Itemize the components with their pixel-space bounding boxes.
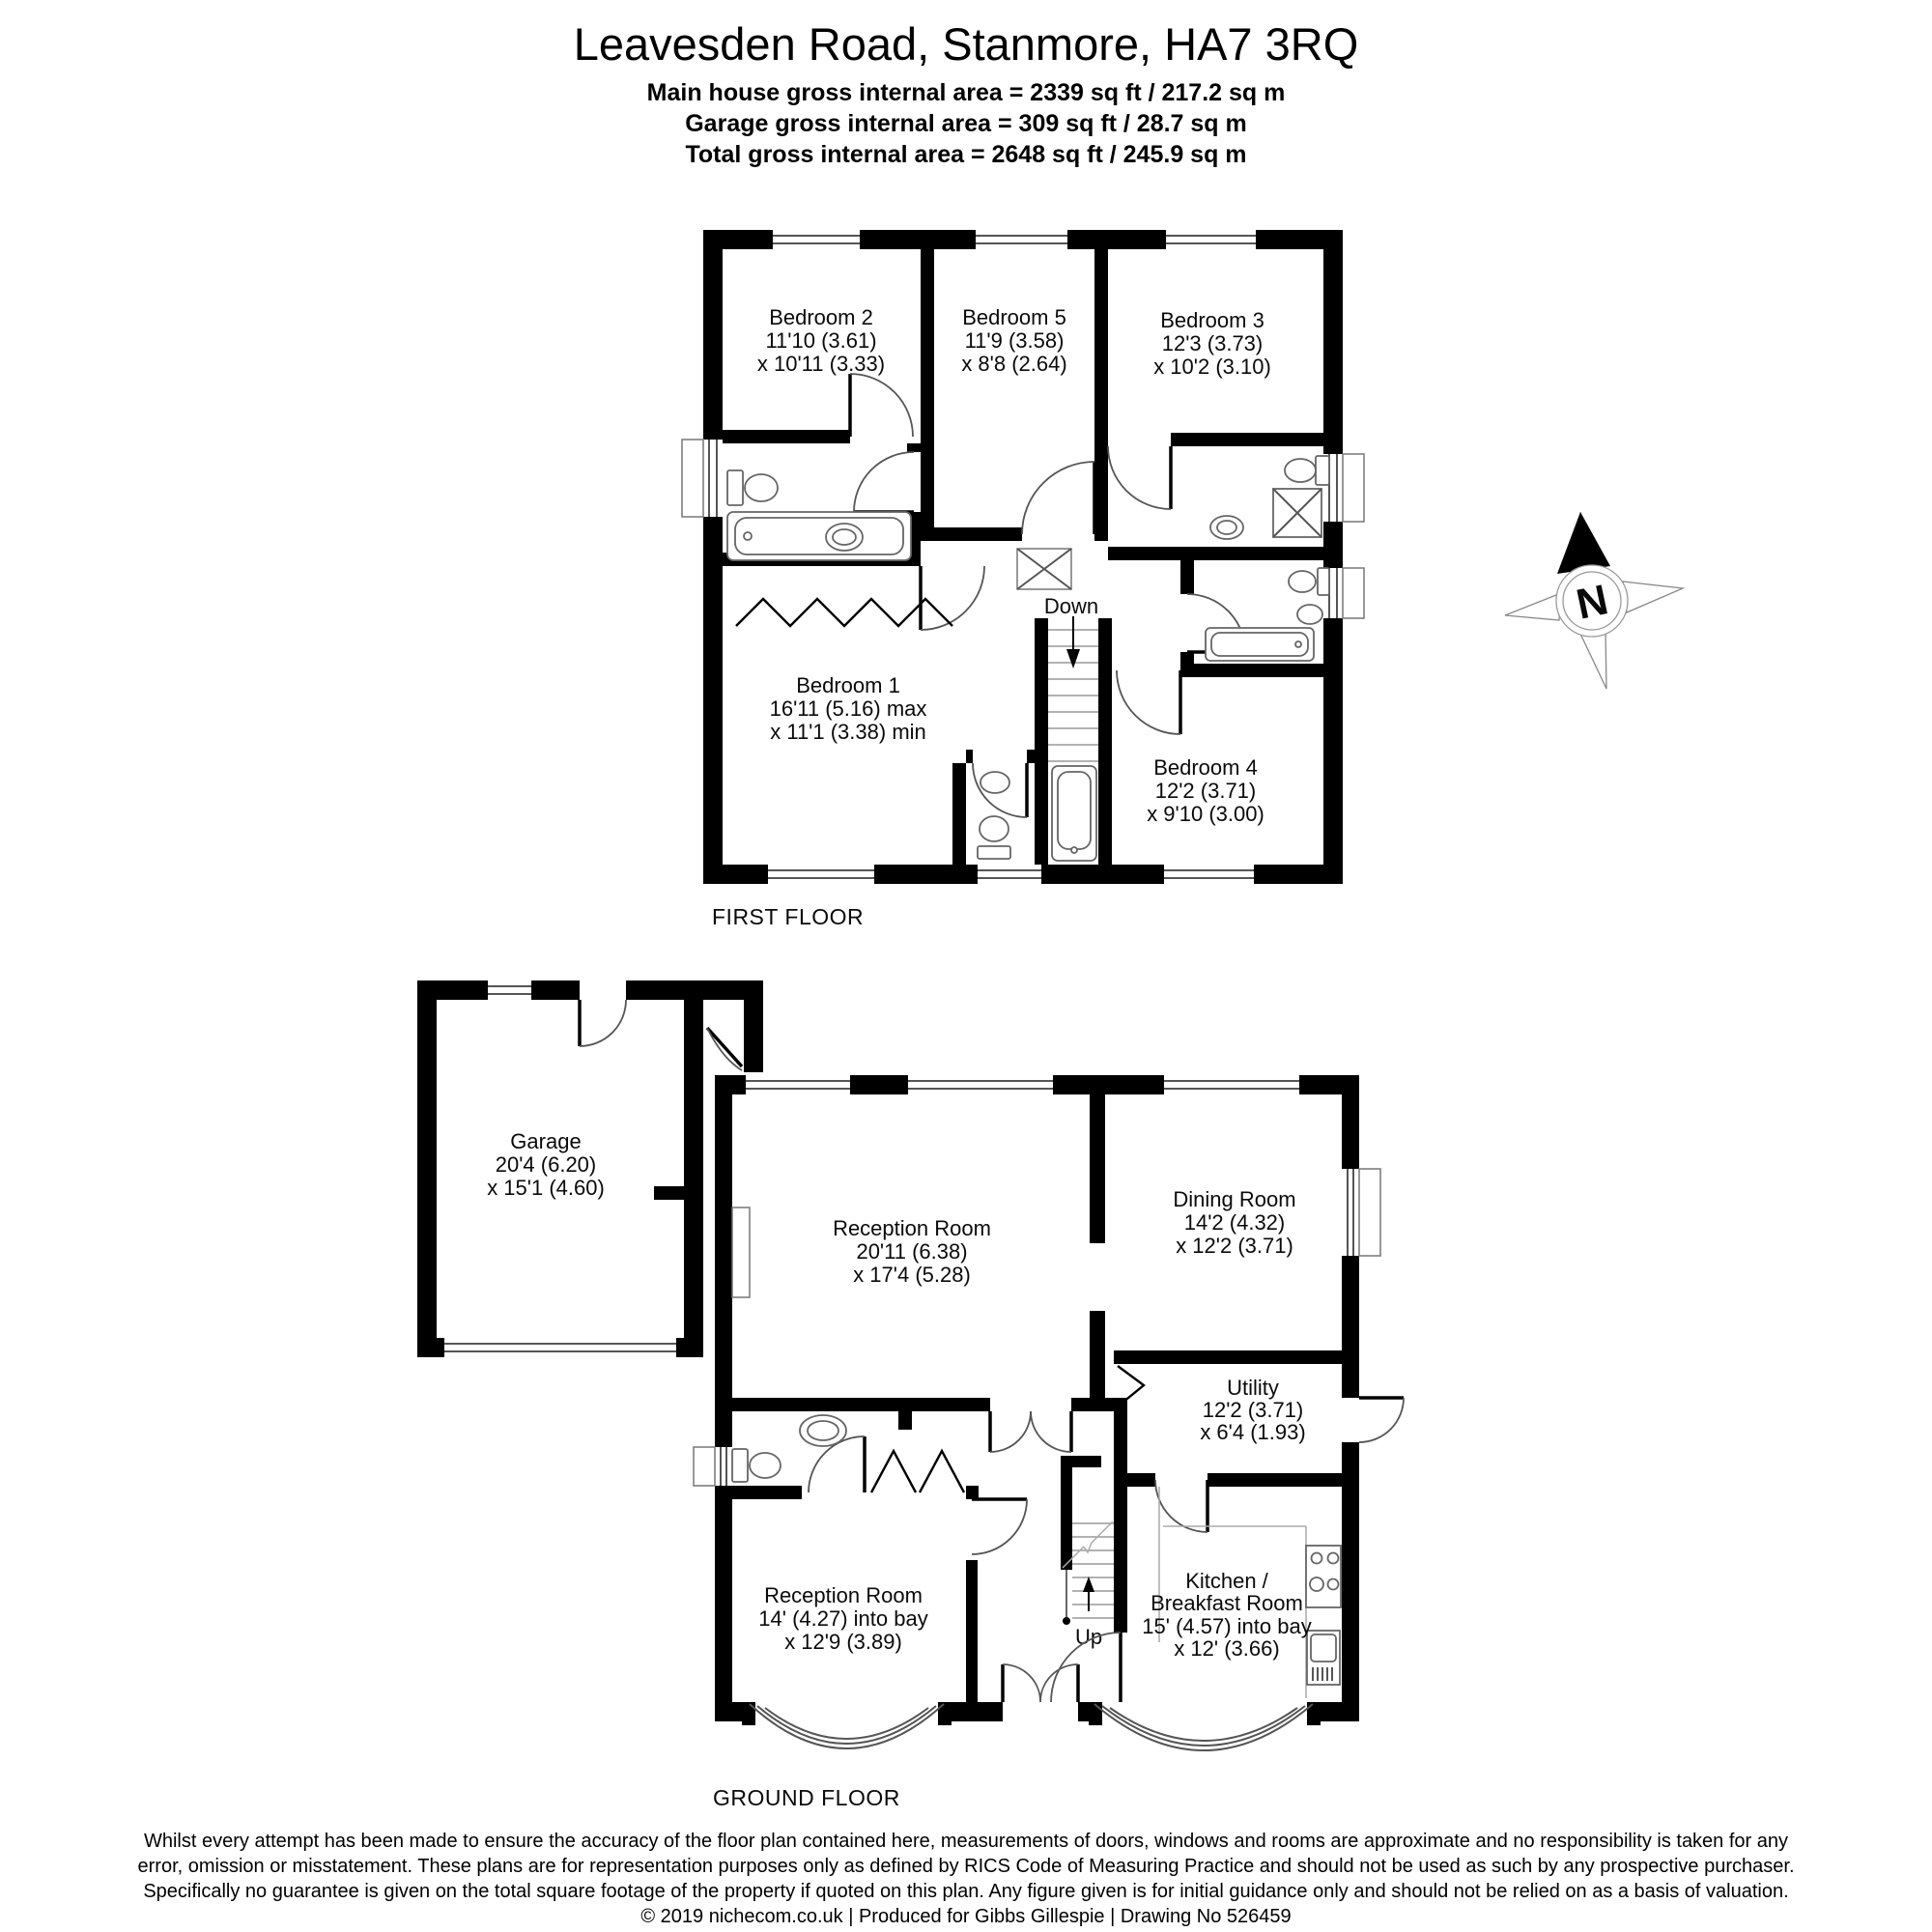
svg-text:12'2 (3.71): 12'2 (3.71) bbox=[1202, 1398, 1304, 1422]
sink-icon bbox=[980, 772, 1009, 793]
sink-icon bbox=[1297, 605, 1322, 624]
disclaimer-line-2: error, omission or misstatement. These plans are for representation purposes only as defined by RICS Code of Measuring Practice and should not be used as such by any prospective purchaser. bbox=[137, 1856, 1795, 1877]
room-label: Kitchen / bbox=[1185, 1569, 1268, 1593]
svg-text:x 8'8 (2.64): x 8'8 (2.64) bbox=[961, 352, 1067, 376]
room-label: Garage bbox=[510, 1129, 582, 1153]
svg-text:14'2 (4.32): 14'2 (4.32) bbox=[1183, 1210, 1286, 1235]
room-label: Bedroom 3 bbox=[1160, 308, 1264, 332]
compass bbox=[1505, 512, 1683, 689]
porch bbox=[703, 980, 763, 1088]
first-floor-label: FIRST FLOOR bbox=[712, 904, 865, 929]
ground-floor-label: GROUND FLOOR bbox=[713, 1785, 900, 1810]
toilet-icon bbox=[1316, 456, 1329, 485]
svg-text:12'3 (3.73): 12'3 (3.73) bbox=[1161, 331, 1264, 355]
room-label: Dining Room bbox=[1173, 1187, 1296, 1211]
compass-point-south bbox=[1580, 631, 1606, 689]
svg-text:15' (4.57) into bay: 15' (4.57) into bay bbox=[1142, 1614, 1312, 1638]
down-label: Down bbox=[1043, 594, 1099, 618]
toilet-icon bbox=[1318, 568, 1329, 595]
toilet-icon bbox=[732, 1449, 748, 1482]
room-label: Reception Room bbox=[833, 1216, 991, 1240]
ground-floor-plan bbox=[417, 980, 1404, 1810]
page-title: Leavesden Road, Stanmore, HA7 3RQ bbox=[573, 18, 1359, 70]
svg-text:x 11'1 (3.38) min: x 11'1 (3.38) min bbox=[770, 720, 926, 744]
room-label: Reception Room bbox=[764, 1583, 923, 1607]
room-label: Bedroom 4 bbox=[1153, 755, 1258, 780]
svg-text:x 9'10 (3.00): x 9'10 (3.00) bbox=[1147, 802, 1264, 826]
north-arrow-icon bbox=[1557, 512, 1610, 574]
toilet-icon bbox=[745, 474, 778, 501]
svg-text:x 12' (3.66): x 12' (3.66) bbox=[1174, 1636, 1280, 1661]
toilet-icon bbox=[980, 816, 1009, 841]
svg-text:14' (4.27) into bay: 14' (4.27) into bay bbox=[758, 1606, 928, 1631]
svg-text:20'11 (6.38): 20'11 (6.38) bbox=[856, 1239, 968, 1264]
total-area: Total gross internal area = 2648 sq ft / 245.9 sq m bbox=[685, 141, 1247, 168]
fireplace bbox=[732, 1208, 750, 1297]
front-door bbox=[1003, 1664, 1078, 1721]
toilet-icon bbox=[727, 470, 743, 505]
svg-text:x 17'4 (5.28): x 17'4 (5.28) bbox=[853, 1263, 971, 1287]
svg-text:20'4 (6.20): 20'4 (6.20) bbox=[495, 1152, 597, 1177]
garage-area: Garage gross internal area = 309 sq ft / 28.7 sq m bbox=[685, 110, 1247, 137]
svg-text:x 10'11 (3.33): x 10'11 (3.33) bbox=[756, 352, 886, 376]
svg-text:x 12'2 (3.71): x 12'2 (3.71) bbox=[1176, 1234, 1293, 1258]
svg-text:12'2 (3.71): 12'2 (3.71) bbox=[1154, 779, 1257, 803]
disclaimer-line-1: Whilst every attempt has been made to ensure the accuracy of the floor plan contained here, measurements of doors, windows and rooms are approximate and no responsibility is taken for any bbox=[143, 1831, 1789, 1852]
credits-line: © 2019 nichecom.co.uk | Produced for Gibbs Gillespie | Drawing No 526459 bbox=[640, 1906, 1292, 1927]
up-label: Up bbox=[1074, 1625, 1103, 1649]
room-label: Bedroom 1 bbox=[796, 673, 900, 697]
disclaimer-line-3: Specifically no guarantee is given on the total square footage of the property if quoted on this plan. Any figure given is for initial guidance only and should not be relied on as a basis of valuation. bbox=[143, 1881, 1789, 1902]
svg-text:x 12'9 (3.89): x 12'9 (3.89) bbox=[784, 1630, 902, 1654]
room-label: Bedroom 5 bbox=[962, 305, 1066, 329]
svg-text:11'10 (3.61): 11'10 (3.61) bbox=[765, 328, 877, 353]
room-labels bbox=[487, 1129, 1312, 1661]
compass-point-east bbox=[1623, 582, 1683, 612]
svg-text:x 15'1 (4.60): x 15'1 (4.60) bbox=[487, 1176, 605, 1200]
svg-text:11'9 (3.58): 11'9 (3.58) bbox=[964, 328, 1065, 353]
compass-point-west bbox=[1505, 593, 1561, 620]
room-label: Utility bbox=[1227, 1376, 1279, 1400]
main-house-area: Main house gross internal area = 2339 sq ft / 217.2 sq m bbox=[646, 79, 1286, 106]
stairs-down bbox=[1017, 549, 1098, 761]
north-letter: N bbox=[1572, 576, 1612, 629]
svg-text:16'11 (5.16) max: 16'11 (5.16) max bbox=[769, 696, 927, 721]
first-floor-plan bbox=[682, 230, 1364, 929]
svg-text:Breakfast Room: Breakfast Room bbox=[1151, 1591, 1303, 1615]
back-door bbox=[1342, 1398, 1404, 1442]
svg-text:x 10'2 (3.10): x 10'2 (3.10) bbox=[1153, 355, 1271, 379]
room-label: Bedroom 2 bbox=[769, 305, 873, 329]
bay-window bbox=[742, 1702, 952, 1748]
bay-window bbox=[1089, 1702, 1321, 1750]
svg-text:x 6'4 (1.93): x 6'4 (1.93) bbox=[1200, 1420, 1306, 1444]
